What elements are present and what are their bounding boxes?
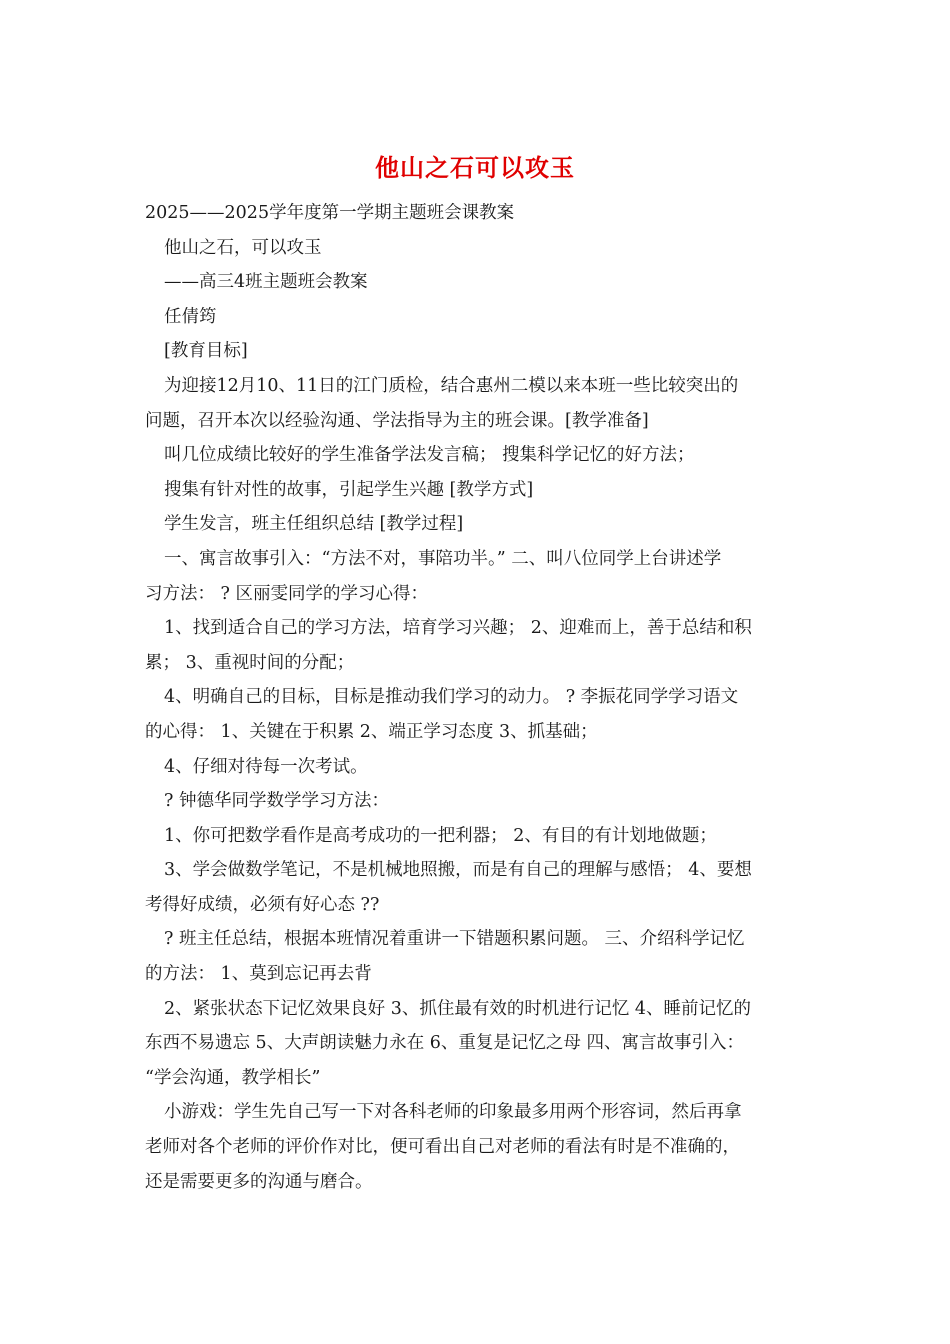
document-title: 他山之石可以攻玉 — [375, 153, 575, 182]
text-line: 老师对各个老师的评价作对比，便可看出自己对老师的看法有时是不准确的， — [145, 1137, 740, 1158]
text-line: 的方法： 1、莫到忘记再去背 — [145, 964, 372, 985]
text-line: “学会沟通，教学相长” — [145, 1067, 321, 1088]
text-line: 问题，召开本次以经验沟通、学法指导为主的班会课。[教学准备] — [145, 410, 649, 431]
text-line: 学生发言，班主任组织总结 [教学过程] — [164, 514, 464, 535]
text-line: 累； 3、重视时间的分配； — [145, 652, 355, 673]
text-line: ——高三4班主题班会教案 — [164, 272, 368, 293]
text-line: 任倩筠 — [164, 306, 217, 327]
text-line: 考得好成绩，必须有好心态 ?? — [145, 894, 380, 915]
text-line: ? 班主任总结，根据本班情况着重讲一下错题积累问题。 三、介绍科学记忆 — [164, 929, 745, 950]
text-line: 还是需要更多的沟通与磨合。 — [145, 1171, 373, 1192]
text-line: 他山之石，可以攻玉 — [164, 237, 322, 258]
text-line: 叫几位成绩比较好的学生准备学法发言稿； 搜集科学记忆的好方法； — [164, 445, 695, 466]
text-line: 为迎接12月10、11日的江门质检，结合惠州二模以来本班一些比较突出的 — [164, 375, 739, 396]
text-line: 4、仔细对待每一次考试。 — [164, 756, 368, 777]
text-line: 2、紧张状态下记忆效果良好 3、抓住最有效的时机进行记忆 4、睡前记忆的 — [164, 998, 752, 1019]
text-line: 1、找到适合自己的学习方法，培育学习兴趣； 2、迎难而上，善于总结和积 — [164, 618, 752, 639]
text-line: 习方法： ? 区丽雯同学的学习心得： — [145, 583, 429, 604]
text-line: 1、你可把数学看作是高考成功的一把利器； 2、有目的有计划地做题； — [164, 825, 717, 846]
text-line: 东西不易遗忘 5、大声朗读魅力永在 6、重复是记忆之母 四、寓言故事引入： — [145, 1033, 744, 1054]
text-line: ? 钟德华同学数学学习方法： — [164, 791, 389, 812]
text-line: 搜集有针对性的故事，引起学生兴趣 [教学方式] — [164, 479, 534, 500]
text-line: 一、寓言故事引入：“方法不对，事陪功半。” 二、叫八位同学上台讲述学 — [164, 548, 722, 569]
text-line: [教育目标] — [164, 341, 248, 362]
text-line: 小游戏：学生先自己写一下对各科老师的印象最多用两个形容词，然后再拿 — [164, 1102, 742, 1123]
text-line: 的心得： 1、关键在于积累 2、端正学习态度 3、抓基础； — [145, 721, 598, 742]
text-line: 3、学会做数学笔记，不是机械地照搬，而是有自己的理解与感悟； 4、要想 — [164, 860, 752, 881]
document-body — [145, 196, 815, 1199]
text-line: 2025——2025学年度第一学期主题班会课教案 — [145, 203, 515, 223]
text-line: 4、明确自己的目标，目标是推动我们学习的动力。 ? 李振花同学学习语文 — [164, 687, 739, 708]
